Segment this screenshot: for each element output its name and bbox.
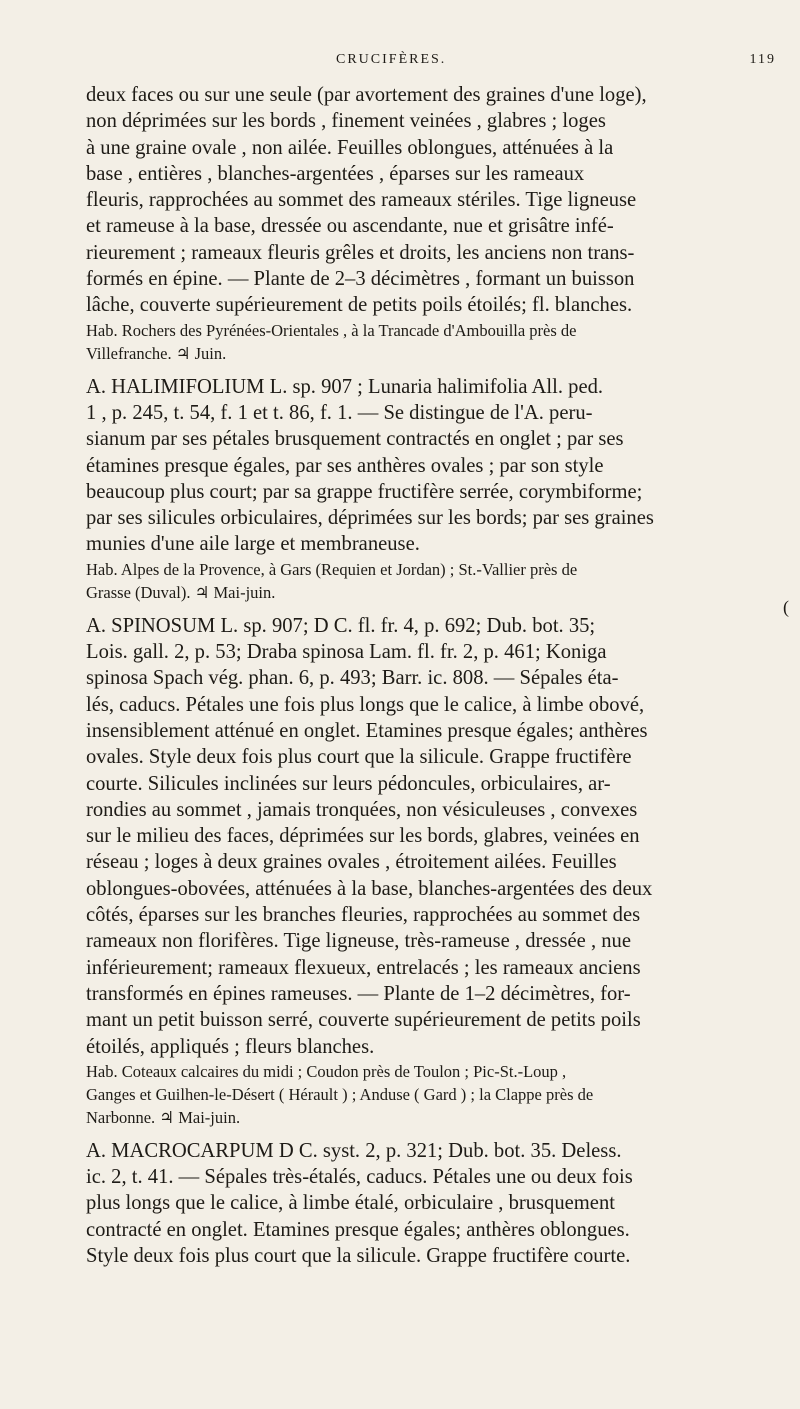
text-line: insensiblement atténué en onglet. Etamines presque égales; anthères bbox=[86, 719, 648, 742]
text-line: oblongues-obovées, atténuées à la base, blanches-argentées des deux bbox=[86, 877, 653, 900]
text-line: contracté en onglet. Etamines presque égales; anthères oblongues. bbox=[86, 1218, 630, 1241]
text-line: lâche, couverte supérieurement de petits poils étoilés; fl. blanches. bbox=[86, 294, 633, 317]
text-line: sur le milieu des faces, déprimées sur les bords, glabres, veinées en bbox=[86, 825, 640, 848]
text-line: étoilés, appliqués ; fleurs blanches. bbox=[86, 1035, 375, 1058]
species-entry-spinosum bbox=[86, 613, 776, 1129]
text-line: base , entières , blanches-argentées , éparses sur les rameaux bbox=[86, 162, 585, 185]
text-line: munies d'une aile large et membraneuse. bbox=[86, 533, 420, 556]
text-line: Style deux fois plus court que la silicule. Grappe fructifère courte. bbox=[86, 1244, 631, 1267]
habitat-note bbox=[86, 558, 776, 604]
habitat-line: Hab. Alpes de la Provence, à Gars (Requien et Jordan) ; St.-Vallier près de bbox=[86, 559, 578, 579]
text-line: mant un petit buisson serré, couverte supérieurement de petits poils bbox=[86, 1009, 641, 1032]
page-body bbox=[86, 82, 776, 1269]
text-line: à une graine ovale , non ailée. Feuilles oblongues, atténuées à la bbox=[86, 136, 614, 159]
text-line: 1 , p. 245, t. 54, f. 1 et t. 86, f. 1. — Se distingue de l'A. peru- bbox=[86, 401, 593, 424]
text-line: rondies au sommet , jamais tronquées, non vésiculeuses , convexes bbox=[86, 798, 638, 821]
text-line: non déprimées sur les bords , finement veinées , glabres ; loges bbox=[86, 110, 606, 133]
text-line: Lois. gall. 2, p. 53; Draba spinosa Lam. fl. fr. 2, p. 461; Koniga bbox=[86, 641, 607, 664]
habitat-line: Villefranche. ♃ Juin. bbox=[86, 343, 227, 363]
text-line: A. MACROCARPUM D C. syst. 2, p. 321; Dub. bot. 35. Deless. bbox=[86, 1139, 622, 1162]
text-line: lés, caducs. Pétales une fois plus longs que le calice, à limbe obové, bbox=[86, 693, 645, 716]
continuation-paragraph bbox=[86, 82, 776, 365]
page-header bbox=[86, 52, 776, 74]
text-line: transformés en épines rameuses. — Plante de 1–2 décimètres, for- bbox=[86, 982, 631, 1005]
text-line: A. SPINOSUM L. sp. 907; D C. fl. fr. 4, p. 692; Dub. bot. 35; bbox=[86, 614, 596, 637]
text-line: ovales. Style deux fois plus court que la silicule. Grappe fructifère bbox=[86, 746, 632, 769]
text-line: spinosa Spach vég. phan. 6, p. 493; Barr. ic. 808. — Sépales éta- bbox=[86, 667, 619, 690]
text-line: A. HALIMIFOLIUM L. sp. 907 ; Lunaria halimifolia All. ped. bbox=[86, 375, 604, 398]
habitat-line: Ganges et Guilhen-le-Désert ( Hérault ) ; Anduse ( Gard ) ; la Clappe près de bbox=[86, 1084, 594, 1104]
text-line: beaucoup plus court; par sa grappe fructifère serrée, corymbiforme; bbox=[86, 480, 643, 503]
text-line: côtés, éparses sur les branches fleuries, rapprochées au sommet des bbox=[86, 904, 641, 927]
species-entry-macrocarpum bbox=[86, 1138, 776, 1269]
text-line: rameaux non florifères. Tige ligneuse, très-rameuse , dressée , nue bbox=[86, 930, 631, 953]
text-line: et rameuse à la base, dressée ou ascendante, nue et grisâtre infé- bbox=[86, 215, 614, 238]
running-head: CRUCIFÈRES. bbox=[336, 52, 447, 67]
page-number: 119 bbox=[749, 52, 776, 67]
text-line: étamines presque égales, par ses anthères ovales ; par son style bbox=[86, 454, 604, 477]
text-line: inférieurement; rameaux flexueux, entrelacés ; les rameaux anciens bbox=[86, 956, 641, 979]
habitat-line: Grasse (Duval). ♃ Mai-juin. bbox=[86, 582, 276, 602]
habitat-line: Hab. Rochers des Pyrénées-Orientales , à la Trancade d'Ambouilla près de bbox=[86, 320, 577, 340]
habitat-line: Hab. Coteaux calcaires du midi ; Coudon près de Toulon ; Pic-St.-Loup , bbox=[86, 1061, 567, 1081]
text-line: ic. 2, t. 41. — Sépales très-étalés, caducs. Pétales une ou deux fois bbox=[86, 1166, 633, 1189]
text-line: rieurement ; rameaux fleuris grêles et droits, les anciens non trans- bbox=[86, 241, 635, 264]
habitat-note bbox=[86, 319, 776, 365]
text-line: sianum par ses pétales brusquement contractés en onglet ; par ses bbox=[86, 428, 624, 451]
species-entry-halimifolium bbox=[86, 374, 776, 604]
text-line: plus longs que le calice, à limbe étalé, orbiculaire , brusquement bbox=[86, 1192, 615, 1215]
text-line: réseau ; loges à deux graines ovales , étroitement ailées. Feuilles bbox=[86, 851, 617, 874]
text-line: fleuris, rapprochées au sommet des rameaux stériles. Tige ligneuse bbox=[86, 189, 637, 212]
text-line: formés en épine. — Plante de 2–3 décimètres , formant un buisson bbox=[86, 268, 635, 291]
text-line: courte. Silicules inclinées sur leurs pédoncules, orbiculaires, ar- bbox=[86, 772, 611, 795]
habitat-line: Narbonne. ♃ Mai-juin. bbox=[86, 1107, 241, 1127]
text-line: par ses silicules orbiculaires, déprimées sur les bords; par ses graines bbox=[86, 507, 654, 530]
text-line: deux faces ou sur une seule (par avortement des graines d'une loge), bbox=[86, 84, 647, 106]
habitat-note bbox=[86, 1060, 776, 1129]
margin-mark: ( bbox=[783, 597, 789, 617]
